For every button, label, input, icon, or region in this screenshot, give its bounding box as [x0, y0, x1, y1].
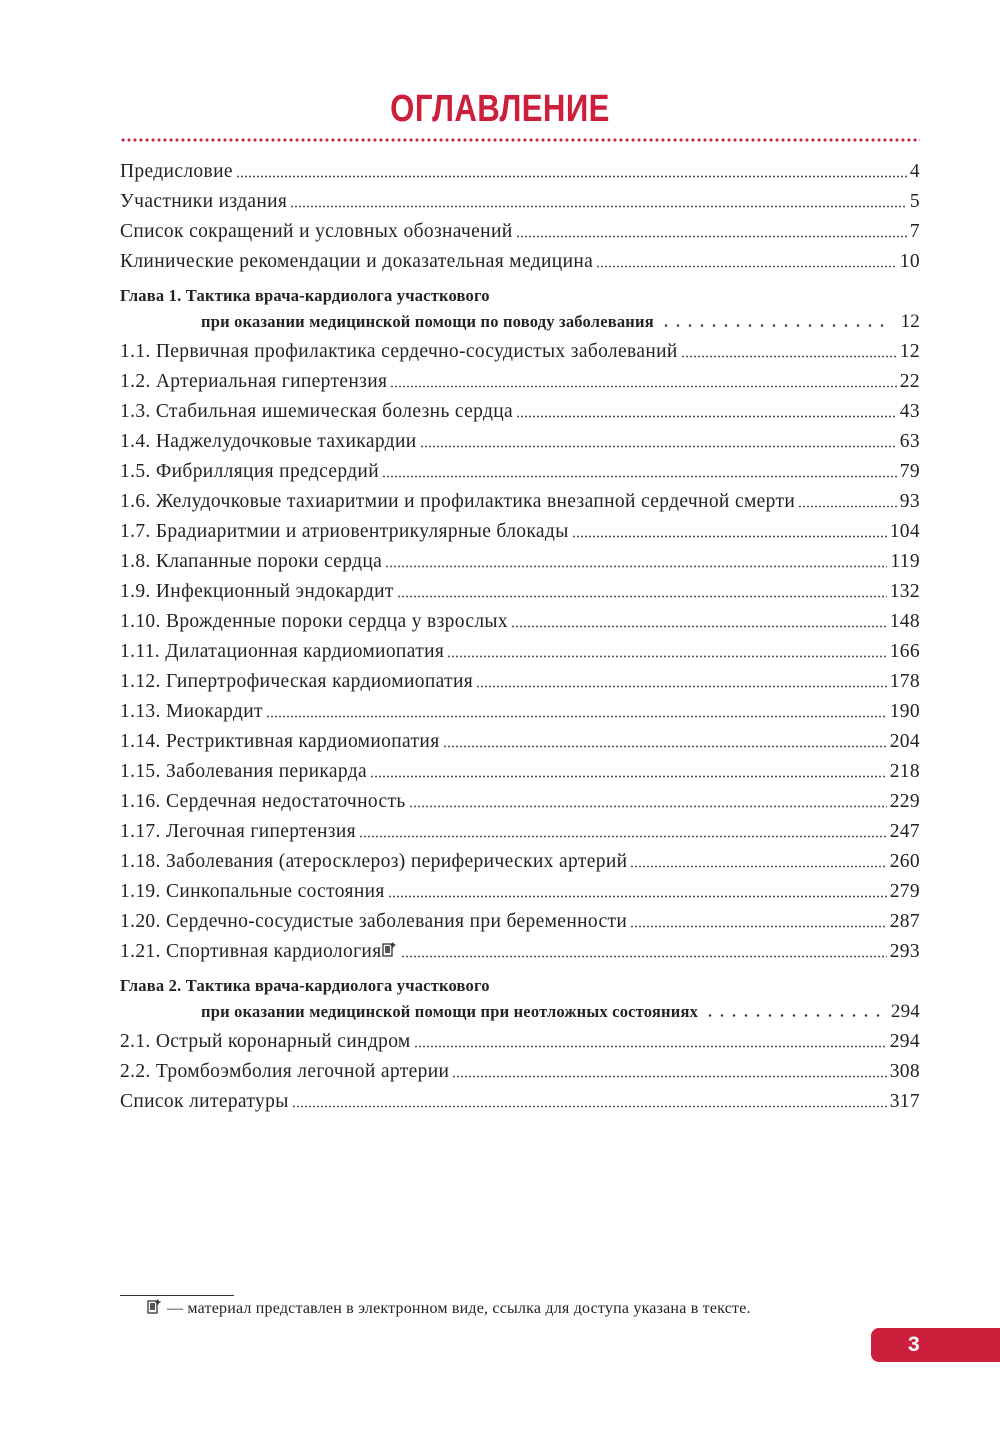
toc-entry-label: Список сокращений и условных обозначений — [120, 221, 513, 242]
leader-dots — [290, 205, 907, 208]
toc-entry-page: 10 — [899, 251, 920, 272]
page-title: ОГЛАВЛЕНИЕ — [390, 88, 610, 130]
title-dotted-rule — [120, 138, 920, 142]
toc-entry-page: 119 — [890, 551, 920, 572]
toc-entry[interactable] — [120, 187, 920, 217]
electronic-material-icon — [147, 1298, 163, 1319]
toc-entry[interactable] — [120, 1057, 920, 1087]
toc-entry[interactable] — [120, 1087, 920, 1117]
toc-entry-page: 308 — [889, 1061, 920, 1082]
leader-dots — [516, 235, 907, 238]
toc-entry[interactable] — [120, 457, 920, 487]
toc-entry-label: 1.12. Гипертрофическая кардиомиопатия — [120, 671, 474, 692]
chapter-2-title: Глава 2. Тактика врача-кардиолога участкового — [120, 976, 490, 995]
leader-dots — [572, 535, 887, 538]
leader-dots — [401, 955, 887, 958]
toc-entry-page: 4 — [909, 161, 920, 182]
toc-entry-label: 1.3. Стабильная ишемическая болезнь сердца — [120, 401, 514, 422]
leader-dots — [414, 1045, 887, 1048]
toc-entry-label: 1.20. Сердечно-сосудистые заболевания при беременности — [120, 911, 628, 932]
toc-entry-label: 1.13. Миокардит — [120, 701, 263, 722]
toc-entry-label: 1.7. Брадиаритмии и атриовентрикулярные блокады — [120, 521, 569, 542]
toc-entry-label: 1.9. Инфекционный эндокардит — [120, 581, 394, 602]
toc-entry-page: 260 — [889, 851, 920, 872]
toc-entry[interactable] — [120, 607, 920, 637]
leader-dots — [630, 865, 886, 868]
toc-entry[interactable] — [120, 547, 920, 577]
toc-entry[interactable] — [120, 217, 920, 247]
toc-entry[interactable] — [120, 667, 920, 697]
toc-entry-page: 104 — [889, 521, 920, 542]
toc-entry[interactable] — [120, 157, 920, 187]
toc-entry-label: Предисловие — [120, 161, 233, 182]
toc-entry-page: 43 — [899, 401, 920, 422]
leader-dots — [390, 385, 896, 388]
toc-entry-label: 1.6. Желудочковые тахиаритмии и профилактика внезапной сердечной смерти — [120, 491, 796, 512]
toc-entry[interactable] — [120, 757, 920, 787]
footnote-rule — [120, 1295, 234, 1296]
toc-entry-page: 218 — [889, 761, 920, 782]
toc-entry-label: Список литературы — [120, 1091, 289, 1112]
toc-entry-page: 293 — [889, 941, 920, 962]
toc-entry[interactable] — [120, 847, 920, 877]
toc-entry[interactable] — [120, 487, 920, 517]
toc-entry-page: 79 — [899, 461, 920, 482]
toc-entry[interactable] — [120, 247, 920, 277]
toc-entry[interactable] — [120, 727, 920, 757]
toc-entry-page: 63 — [899, 431, 920, 452]
leader-dots — [660, 324, 891, 327]
leader-dots — [385, 565, 887, 568]
leader-dots — [443, 745, 887, 748]
toc-entry-page: 294 — [889, 1031, 920, 1052]
toc-entry-label: 1.14. Рестриктивная кардиомиопатия — [120, 731, 440, 752]
toc-entry-label: Участники издания — [120, 191, 288, 212]
leader-dots — [798, 505, 897, 508]
toc-entry-label: 1.5. Фибрилляция предсердий — [120, 461, 380, 482]
toc-entry-page: 12 — [899, 341, 920, 362]
toc-entry-page: 247 — [889, 821, 920, 842]
leader-dots — [388, 895, 887, 898]
toc-entry-label: 1.10. Врожденные пороки сердца у взрослых — [120, 611, 508, 632]
leader-dots — [704, 1014, 881, 1017]
chapter-2-heading[interactable] — [120, 973, 920, 1025]
electronic-material-icon — [382, 937, 398, 967]
toc-entry-page: 190 — [889, 701, 920, 722]
toc-entry[interactable] — [120, 697, 920, 727]
leader-dots — [681, 355, 897, 358]
leader-dots — [516, 415, 897, 418]
toc-entry-label: 1.19. Синкопальные состояния — [120, 881, 385, 902]
toc-entry[interactable] — [120, 427, 920, 457]
chapter-2-list — [120, 1027, 920, 1087]
front-matter-list — [120, 157, 920, 277]
footnote — [147, 1298, 751, 1319]
toc-entry[interactable] — [120, 397, 920, 427]
toc-entry-page: 287 — [889, 911, 920, 932]
leader-dots — [452, 1075, 886, 1078]
toc-entry[interactable] — [120, 877, 920, 907]
toc-entry-label: 2.2. Тромбоэмболия легочной артерии — [120, 1061, 450, 1082]
leader-dots — [476, 685, 887, 688]
toc-entry-page: 279 — [889, 881, 920, 902]
toc-entry-label: Клинические рекомендации и доказательная медицина — [120, 251, 594, 272]
toc-entry[interactable] — [120, 367, 920, 397]
chapter-1-list — [120, 337, 920, 967]
leader-dots — [420, 445, 897, 448]
toc-entry[interactable] — [120, 517, 920, 547]
leader-dots — [292, 1105, 887, 1108]
toc-entry-page: 204 — [889, 731, 920, 752]
toc-entry-label: 2.1. Острый коронарный синдром — [120, 1031, 411, 1052]
toc-entry-label: 1.4. Наджелудочковые тахикардии — [120, 431, 417, 452]
leader-dots — [236, 175, 907, 178]
toc-entry[interactable] — [120, 787, 920, 817]
back-matter-list — [120, 1087, 920, 1117]
toc-entry[interactable] — [120, 337, 920, 367]
toc-entry-page: 93 — [899, 491, 920, 512]
footnote-text: — материал представлен в электронном виде, ссылка для доступа указана в тексте. — [167, 1299, 751, 1317]
toc-entry-page: 5 — [909, 191, 920, 212]
chapter-1-subtitle: при оказании медицинской помощи по поводу заболевания — [201, 312, 654, 331]
leader-dots — [596, 265, 897, 268]
leader-dots — [630, 925, 887, 928]
leader-dots — [511, 625, 887, 628]
leader-dots — [359, 835, 887, 838]
toc-entry[interactable] — [120, 937, 920, 967]
leader-dots — [266, 715, 887, 718]
toc-entry-page: 178 — [889, 671, 920, 692]
chapter-2-page: 294 — [890, 1001, 920, 1022]
toc-entry[interactable] — [120, 817, 920, 847]
leader-dots — [382, 475, 897, 478]
toc-entry[interactable] — [120, 907, 920, 937]
toc-entry-label: 1.16. Сердечная недостаточность — [120, 791, 406, 812]
toc-entry-label: 1.1. Первичная профилактика сердечно-сосудистых заболеваний — [120, 341, 678, 362]
toc-entry-label: 1.21. Спортивная кардиология — [120, 941, 382, 962]
toc-entry-page: 7 — [909, 221, 920, 242]
chapter-1-title: Глава 1. Тактика врача-кардиолога участкового — [120, 286, 490, 305]
toc-entry-label: 1.2. Артериальная гипертензия — [120, 371, 388, 392]
toc-entry-page: 148 — [889, 611, 920, 632]
toc-entry-page: 132 — [889, 581, 920, 602]
toc-entry-label: 1.17. Легочная гипертензия — [120, 821, 356, 842]
leader-dots — [409, 805, 887, 808]
toc-entry-label: 1.15. Заболевания перикарда — [120, 761, 368, 782]
leader-dots — [397, 595, 887, 598]
toc-entry[interactable] — [120, 577, 920, 607]
page-number-badge: 3 — [871, 1328, 1000, 1362]
chapter-1-heading[interactable] — [120, 283, 920, 335]
toc-entry-label: 1.18. Заболевания (атеросклероз) периферических артерий — [120, 851, 628, 872]
toc-entry-label: 1.8. Клапанные пороки сердца — [120, 551, 383, 572]
leader-dots — [370, 775, 887, 778]
toc-entry-label: 1.11. Дилатационная кардиомиопатия — [120, 641, 445, 662]
toc-entry[interactable] — [120, 637, 920, 667]
toc-entry-page: 22 — [899, 371, 920, 392]
toc-entry[interactable] — [120, 1027, 920, 1057]
toc-entry-page: 229 — [889, 791, 920, 812]
chapter-2-subtitle: при оказании медицинской помощи при неотложных состояниях — [201, 1002, 699, 1021]
table-of-contents — [120, 157, 920, 1117]
chapter-1-page: 12 — [900, 311, 920, 332]
toc-entry-page: 166 — [889, 641, 920, 662]
leader-dots — [447, 655, 887, 658]
toc-entry-page: 317 — [889, 1091, 920, 1112]
